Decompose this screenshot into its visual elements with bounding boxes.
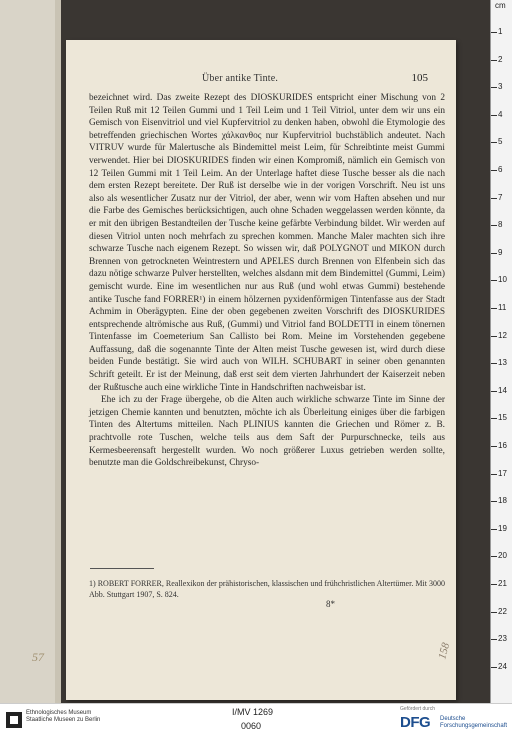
ruler-tick xyxy=(491,446,497,447)
ruler-number: 22 xyxy=(498,606,507,616)
ruler-tick xyxy=(491,612,497,613)
museum-logo-icon xyxy=(6,712,22,728)
ruler-tick xyxy=(491,142,497,143)
dfg-name xyxy=(440,716,507,730)
scale-ruler xyxy=(490,0,512,703)
museum-name-line1: Ethnologisches Museum xyxy=(26,710,92,716)
ruler-unit: cm xyxy=(495,1,506,10)
ruler-tick xyxy=(491,253,497,254)
ruler-tick xyxy=(491,198,497,199)
ruler-number: 7 xyxy=(498,192,503,202)
ruler-tick xyxy=(491,529,497,530)
ruler-number: 5 xyxy=(498,137,503,147)
paragraph: Ehe ich zu der Frage übergehe, ob die Alten auch wirkliche schwarze Tinte im Sinne der jetzigen Chemie kannten und benutzten, möchte ich als Überleitung einiges über die farbigen Tinten des Altertums mitteilen. Nach PLINIUS kannten die Griechen und Römer z. B. prachtvolle rote Tuschen, welche teils aus dem Saft der Purpurschnecke, teils aus Kermesbeerensaft hergestellt wurden. Wo noch größerer Luxus getrieben werden sollte, benutzte man die Goldschreibekunst, Chryso- xyxy=(89,395,445,469)
ruler-tick xyxy=(491,60,497,61)
ruler-number: 6 xyxy=(498,165,503,174)
ruler-number: 4 xyxy=(498,109,503,119)
ruler-tick xyxy=(491,391,497,392)
ruler-tick xyxy=(491,584,497,585)
shelfmark: I/MV 1269 xyxy=(232,707,274,717)
dfg-label: Gefördert durch xyxy=(400,706,436,712)
ruler-number: 1 xyxy=(498,27,503,36)
footnote: 1) ROBERT FORRER, Reallexikon der prähistorischen, klassischen und frühchristlichen Altertümer. Mit 3000 Abb. Stuttgart 1907, S. 824. xyxy=(89,579,445,599)
ruler-tick xyxy=(491,170,497,171)
museum-name-line2: Staatliche Museen zu Berlin xyxy=(26,717,101,723)
dfg-name-line1: Deutsche xyxy=(440,716,466,722)
pencil-mark: 57 xyxy=(32,650,44,664)
dfg-name-line2: Forschungsgemeinschaft xyxy=(440,723,508,729)
ruler-number: 17 xyxy=(498,468,507,478)
ruler-number: 10 xyxy=(498,275,507,285)
ruler-number: 2 xyxy=(498,54,503,64)
ruler-number: 21 xyxy=(498,579,507,588)
ruler-tick xyxy=(491,32,497,33)
ruler-number: 9 xyxy=(498,247,503,257)
ruler-number: 14 xyxy=(498,385,507,395)
ruler-tick xyxy=(491,501,497,502)
signature-mark: 8* xyxy=(326,599,335,609)
ruler-tick xyxy=(491,115,497,116)
ruler-number: 16 xyxy=(498,441,507,450)
running-header xyxy=(66,73,456,87)
footer-bar xyxy=(0,703,512,735)
running-title: Über antike Tinte. xyxy=(202,73,279,84)
ruler-number: 8 xyxy=(498,220,503,230)
ruler-number: 20 xyxy=(498,551,507,561)
ruler-tick xyxy=(491,87,497,88)
ruler-tick xyxy=(491,225,497,226)
pencil-number: 158 xyxy=(436,641,453,661)
ruler-tick xyxy=(491,667,497,668)
ruler-tick xyxy=(491,556,497,557)
page-number: 105 xyxy=(411,72,428,84)
ruler-tick xyxy=(491,474,497,475)
dfg-logo: DFG xyxy=(400,714,431,731)
backboard xyxy=(0,0,60,703)
ruler-number: 18 xyxy=(498,496,507,506)
paragraph: bezeichnet wird. Das zweite Rezept des DIOSKURIDES entspricht einer Mischung von 2 Teilen Ruß mit 12 Teilen Gummi und 1 Teil Leim und 1 Teil Vitriol, unter dem wir uns ein Gemisch von Eisenvitriol und viel Kupfervitriol zu denken haben, obwohl die Etymologie des betreffenden griechischen Wortes χάλκανθος nur Kupfervitriol buchstäblich andeutet. Nach VITRUV wurde für Malertusche als Bindemittel meist Leim, für Schreibtinte meist Gummi verwendet. Hier bei DIOSKURIDES finden wir einen Kompromiß, nämlich ein Gemisch von 12 Teilen Gummi mit 1 Teil Leim. An der Unterlage haftet diese Tusche besser als die nach dem ersten Rezept bereitete. Der Ruß ist derselbe wie in der vorigen Vorschrift. Neu ist uns also als wesentlicher Zusatz nur der Vitriol, der aber, wenn wir vom Haften absehen und nur die Farbe des Gemisches berücksichtigen, auch ohne Schaden weggelassen werden könnte, da er mit den übrigen Bestandteilen der Tusche keine gefärbte Verbindung bildet. Wir werden auf diesen Vitriol unten noch mehrfach zu sprechen kommen. Manche Maler machten sich ihre schwarze Tusche nach eigenem Rezept. So wissen wir, daß POLYGNOT und MIKON durch Brennen von getrockneten Weintrestern und APELES durch Brennen von Elfenbein sich das dazu nötige schwarze Pulver herstellten, welches alsdann mit dem Bindemittel (Gummi, Leim) gemischt wurde. Eine im wesentlichen nur aus Ruß (und wohl etwas Gummi) bestehende antike Tusche fand FORRER¹) in einem hölzernen pyxidenförmigen Tintenfasse aus der Stadt Achmim in Oberägypten. Eine der oben gegebenen zweiten Vorschrift des DIOSKURIDES entsprechende altrömische aus Ruß, (Gummi) und Vitriol fand BOLDETTI in einem tönernen Tintenfasse im Coemeterium San Callisto bei Rom. Meine im Vorstehenden gegebene Auffassung, daß die sogenannte Tinte der Alten meist Tusche gewesen ist, wird durch diese beiden Funde bestätigt. Sie wird auch von WILH. SCHUBART in seiner oben genannten Schrift geteilt. Er ist der Meinung, daß erst seit dem vierten Jahrhundert der Kaiserzeit neben der Rußtusche auch eine wirkliche Tinte in Handschriften nachweisbar ist. xyxy=(89,93,445,393)
ruler-number: 11 xyxy=(498,303,507,312)
ruler-tick xyxy=(491,280,497,281)
ruler-number: 13 xyxy=(498,358,507,368)
ruler-number: 15 xyxy=(498,413,507,423)
body-text xyxy=(89,92,445,470)
ruler-number: 23 xyxy=(498,634,507,644)
ruler-tick xyxy=(491,363,497,364)
book-page xyxy=(66,40,456,700)
ruler-number: 3 xyxy=(498,82,503,92)
museum-name xyxy=(26,710,100,724)
backboard-edge xyxy=(55,0,61,703)
footnote-rule xyxy=(90,568,154,569)
ruler-tick xyxy=(491,336,497,337)
ruler-number: 24 xyxy=(498,661,507,671)
ruler-tick xyxy=(491,308,497,309)
image-number: 0060 xyxy=(241,721,262,731)
ruler-number: 19 xyxy=(498,523,507,533)
ruler-tick xyxy=(491,418,497,419)
ruler-number: 12 xyxy=(498,330,507,340)
ruler-tick xyxy=(491,639,497,640)
